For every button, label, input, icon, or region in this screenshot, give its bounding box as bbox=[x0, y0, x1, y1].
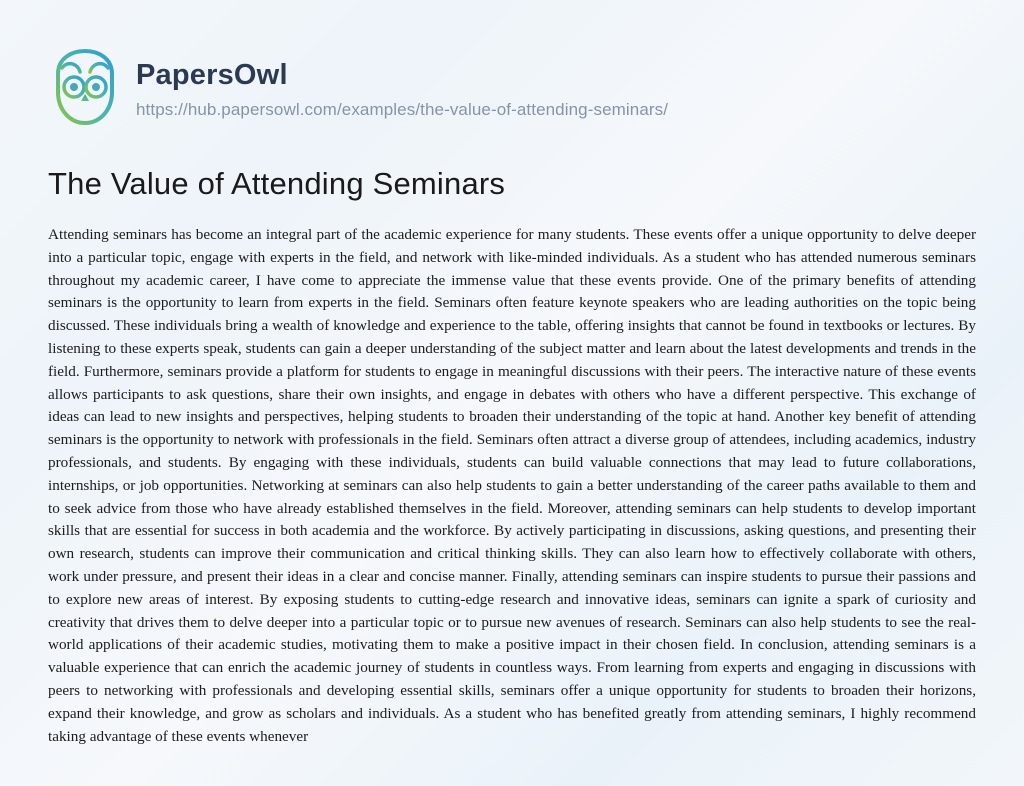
article-body: Attending seminars has become an integral part of the academic experience for many students. These events offer a unique opportunity to delve deeper into a particular topic, engage with experts in the field, and network with like-minded individuals. As a student who has attended numerous seminars throughout my academic career, I have come to appreciate the immense value that these events provide. One of the primary benefits of attending seminars is the opportunity to learn from experts in the field. Seminars often feature keynote speakers who are leading authorities on the topic being discussed. These individuals bring a wealth of knowledge and experience to the table, offering insights that cannot be found in textbooks or lectures. By listening to these experts speak, students can gain a deeper understanding of the subject matter and learn about the latest developments and trends in the field. Furthermore, seminars provide a platform for students to engage in meaningful discussions with their peers. The interactive nature of these events allows participants to ask questions, share their own insights, and engage in debates with others who have a different perspective. This exchange of ideas can lead to new insights and perspectives, helping students to broaden their understanding of the topic at hand. Another key benefit of attending seminars is the opportunity to network with professionals in the field. Seminars often attract a diverse group of attendees, including academics, industry professionals, and students. By engaging with these individuals, students can build valuable connections that may lead to future collaborations, internships, or job opportunities. Networking at seminars can also help students to gain a better understanding of the career paths available to them and to seek advice from those who have already established themselves in the field. Moreover, attending seminars can help students to develop important skills that are essential for success in both academia and the workforce. By actively participating in discussions, asking questions, and presenting their own research, students can improve their communication and critical thinking skills. They can also learn how to effectively collaborate with others, work under pressure, and present their ideas in a clear and concise manner. Finally, attending seminars can inspire students to pursue their passions and to explore new areas of interest. By exposing students to cutting-edge research and innovative ideas, seminars can ignite a spark of curiosity and creativity that drives them to delve deeper into a particular topic or to pursue new avenues of research. Seminars can also help students to see the real-world applications of their academic studies, motivating them to make a positive impact in their chosen field. In conclusion, attending seminars is a valuable experience that can enrich the academic journey of students in countless ways. From learning from experts and engaging in discussions with peers to networking with professionals and developing essential skills, seminars offer a unique opportunity for students to broaden their horizons, expand their knowledge, and grow as scholars and individuals. As a student who has benefited greatly from attending seminars, I highly recommend taking advantage of these events whenever bbox=[48, 226, 976, 745]
brand-block bbox=[136, 46, 668, 120]
page-title: The Value of Attending Seminars bbox=[48, 166, 506, 201]
site-header bbox=[48, 46, 976, 138]
brand-name: PapersOwl bbox=[136, 59, 288, 91]
article bbox=[48, 166, 976, 748]
owl-logo-icon bbox=[48, 48, 122, 128]
source-url[interactable]: https://hub.papersowl.com/examples/the-value-of-attending-seminars/ bbox=[136, 99, 669, 119]
